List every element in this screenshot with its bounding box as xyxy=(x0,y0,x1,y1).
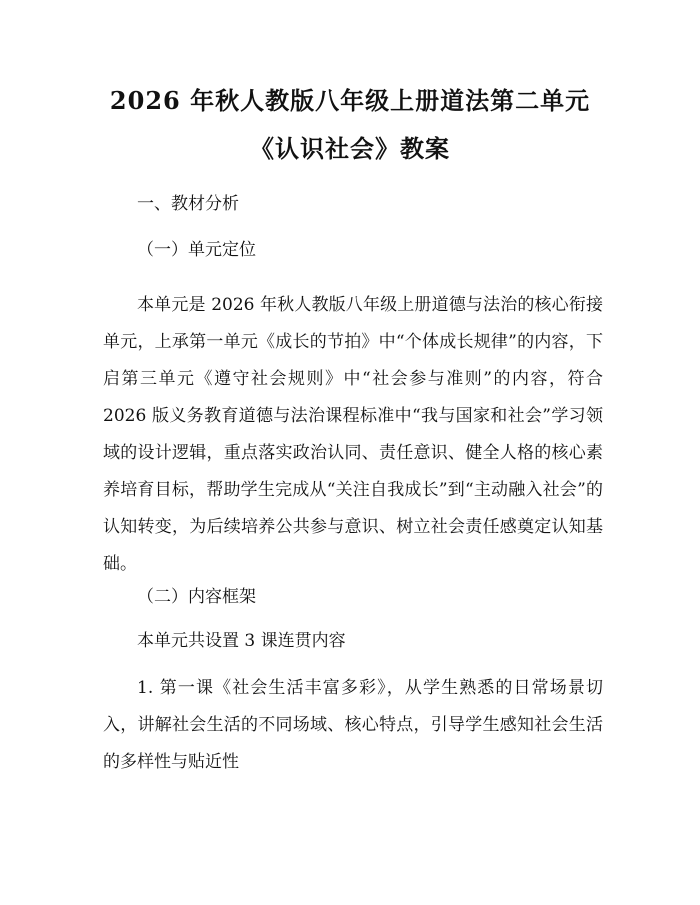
document-title-line-2: 《认识社会》教案 xyxy=(250,134,450,163)
subsection-heading-unit-positioning: （一）单元定位 xyxy=(137,240,256,260)
subsection-heading-content-framework: （二）内容框架 xyxy=(137,587,256,607)
unit-positioning-paragraph: 本单元是 2026 年秋人教版八年级上册道德与法治的核心衔接单元，上承第一单元《成长的节拍》中“个体成长规律”的内容，下启第三单元《遵守社会规则》中“社会参与准则”的内容，符合 2026 版义务教育道德与法治课程标准中“我与国家和社会”学习领域的设计逻辑，重点落实政治认同、责任意识、健全人格的核心素养培育目标，帮助学生完成从“关注自我成长”到“主动融入社会”的认知转变，为后续培养公共参与意识、树立社会责任感奠定认知基础。 xyxy=(103,295,603,574)
lesson-list-item-1: 1. 第一课《社会生活丰富多彩》，从学生熟悉的日常场景切入，讲解社会生活的不同场域、核心特点，引导学生感知社会生活的多样性与贴近性 xyxy=(103,678,603,772)
content-framework-intro: 本单元共设置 3 课连贯内容 xyxy=(137,631,346,651)
document-title-line-1: 2026 年秋人教版八年级上册道法第二单元 xyxy=(109,86,591,115)
section-heading-teaching-material-analysis: 一、教材分析 xyxy=(137,194,239,214)
